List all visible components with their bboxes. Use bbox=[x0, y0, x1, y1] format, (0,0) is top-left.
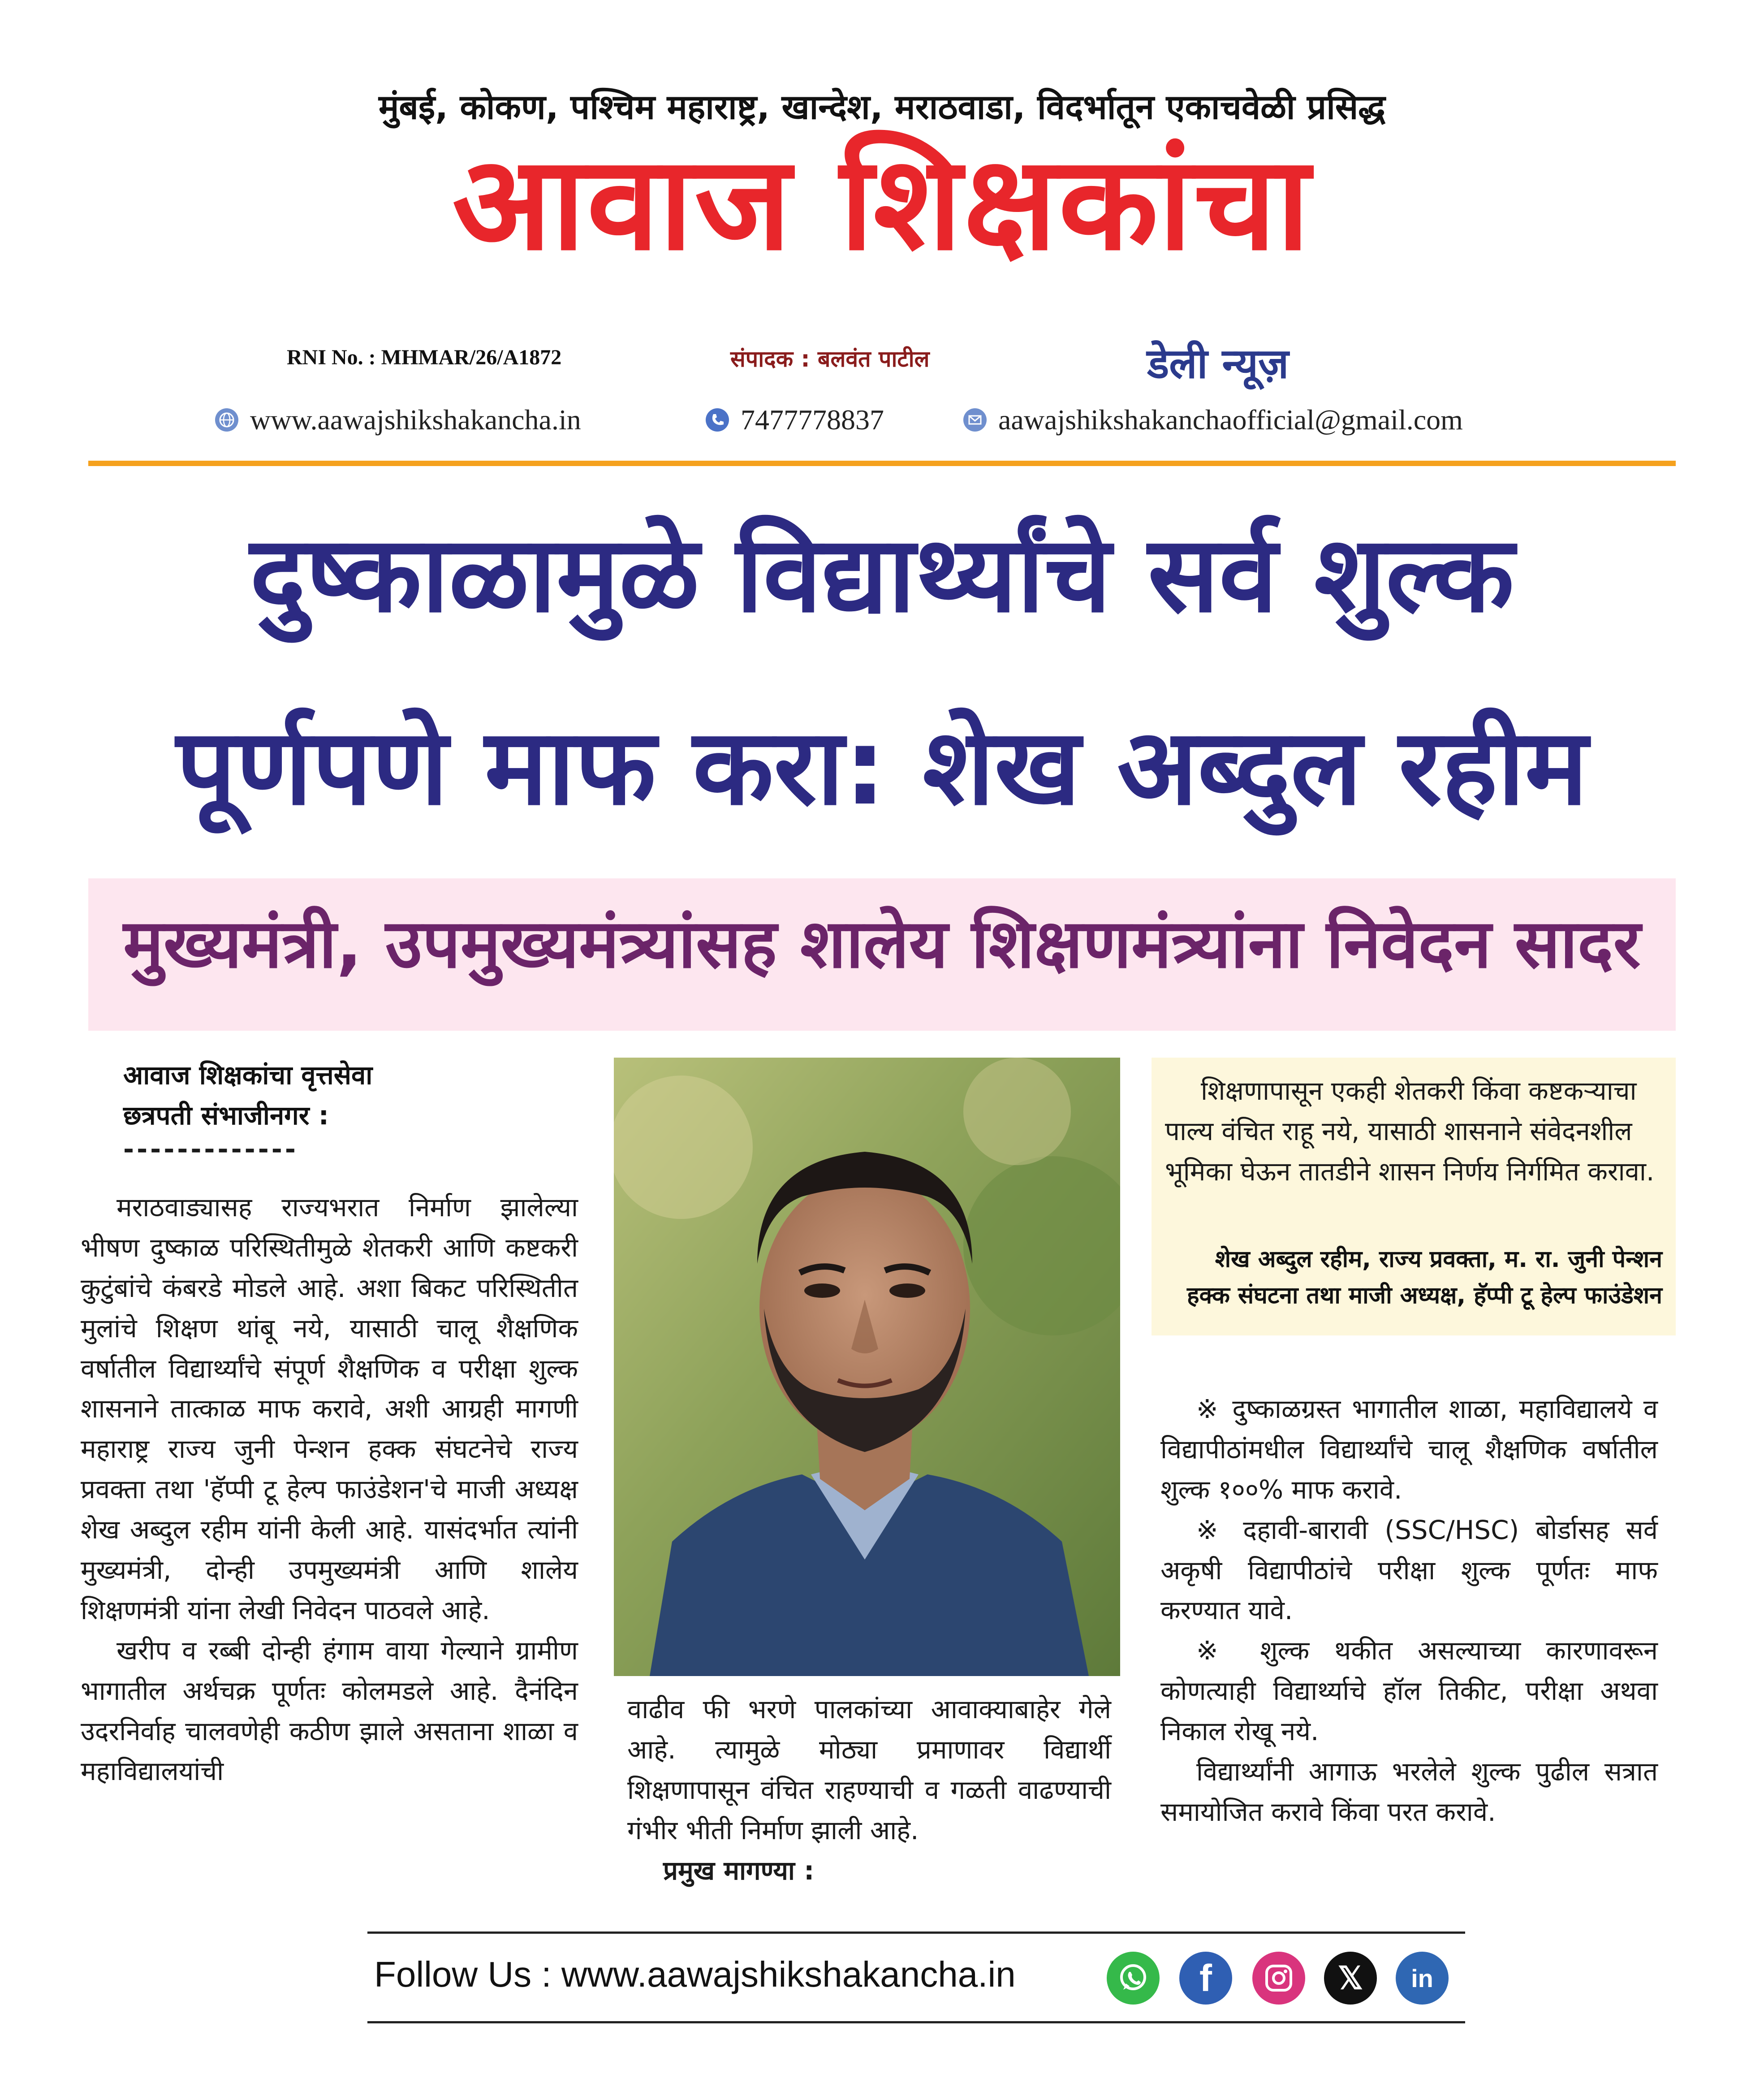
demands-heading: प्रमुख मागण्या : bbox=[663, 1855, 815, 1886]
masthead-tagline: मुंबई, कोकण, पश्चिम महाराष्ट्र, खान्देश, मराठवाडा, विदर्भातून एकाचवेळी प्रसिद्ध bbox=[378, 87, 1386, 127]
website-contact[interactable] bbox=[215, 403, 581, 436]
demands-list bbox=[1160, 1389, 1658, 1832]
headline-line-2: पूर्णपणे माफ करा: शेख अब्दुल रहीम bbox=[176, 706, 1588, 829]
linkedin-icon[interactable]: in bbox=[1396, 1952, 1449, 2005]
article-paragraph-2: खरीप व रब्बी दोन्ही हंगाम वाया गेल्याने ग्रामीण भागातील अर्थचक्र पूर्णतः कोलमडले आहे. दैनंदिन उदरनिर्वाह चालवणेही कठीण झाले असताना शाळा व महाविद्यालयांची bbox=[81, 1635, 578, 1787]
email-contact[interactable] bbox=[963, 403, 1463, 436]
email-text[interactable]: aawajshikshakanchaofficial@gmail.com bbox=[998, 404, 1463, 436]
instagram-icon[interactable] bbox=[1252, 1952, 1305, 2005]
byline bbox=[123, 1055, 372, 1136]
byline-separator: ------------- bbox=[123, 1134, 298, 1164]
subheadline: मुख्यमंत्री, उपमुख्यमंत्र्यांसह शालेय शिक्षणमंत्र्यांना निवेदन सादर bbox=[123, 905, 1641, 983]
daily-news-label: डेली न्यूज़ bbox=[1147, 340, 1289, 388]
headline-line-1: दुष्काळामुळे विद्यार्थ्यांचे सर्व शुल्क bbox=[250, 514, 1514, 636]
portrait-photo bbox=[614, 1058, 1120, 1676]
footer-rule-bottom bbox=[367, 2021, 1465, 2023]
facebook-icon[interactable]: f bbox=[1179, 1952, 1232, 2005]
quote-text: शिक्षणापासून एकही शेतकरी किंवा कष्टकऱ्याचा पाल्य वंचित राहू नये, यासाठी शासनाने संवेदनशील भूमिका घेऊन तातडीने शासन निर्णय निर्गमित करावा. bbox=[1165, 1076, 1655, 1187]
x-icon[interactable]: 𝕏 bbox=[1324, 1952, 1377, 2005]
byline-place: छत्रपती संभाजीनगर : bbox=[123, 1100, 329, 1131]
email-icon bbox=[963, 408, 987, 432]
article-paragraph-2-continued: वाढीव फी भरणे पालकांच्या आवाक्याबाहेर गेले आहे. त्यामुळे मोठ्या प्रमाणावर विद्यार्थी शिक्षणापासून वंचित राहण्याची व गळती वाढण्याची गंभीर भीती निर्माण झाली आहे. bbox=[627, 1694, 1111, 1845]
whatsapp-icon[interactable] bbox=[1107, 1952, 1160, 2005]
follow-us[interactable]: Follow Us : www.aawajshikshakancha.in bbox=[374, 1954, 1016, 1994]
rni-number: RNI No. : MHMAR/26/A1872 bbox=[287, 346, 562, 369]
phone-contact[interactable] bbox=[706, 403, 884, 436]
editor-credit: संपादक : बलवंत पाटील bbox=[730, 346, 930, 372]
article-column-left bbox=[81, 1188, 578, 1792]
demand-item: विद्यार्थ्यांनी आगाऊ भरलेले शुल्क पुढील सत्रात समायोजित करावे किंवा परत करावे. bbox=[1160, 1756, 1658, 1827]
demand-item: ※ दहावी-बारावी (SSC/HSC) बोर्डासह सर्व अकृषी विद्यापीठांचे परीक्षा शुल्क पूर्णतः माफ करण्यात यावे. bbox=[1160, 1514, 1658, 1626]
quote-attribution: शेख अब्दुल रहीम, राज्य प्रवक्ता, म. रा. जुनी पेन्शन हक्क संघटना तथा माजी अध्यक्ष, हॅप्पी टू हेल्प फाउंडेशन bbox=[1187, 1246, 1662, 1309]
article-column-middle bbox=[627, 1690, 1111, 1891]
masthead-title: आवाज शिक्षकांचा bbox=[452, 128, 1312, 279]
phone-icon bbox=[706, 408, 729, 432]
masthead-divider bbox=[88, 461, 1676, 466]
globe-icon bbox=[215, 408, 238, 432]
phone-text[interactable]: 7477778837 bbox=[741, 404, 884, 436]
article-paragraph-1: मराठवाड्यासह राज्यभरात निर्माण झालेल्या भीषण दुष्काळ परिस्थितीमुळे शेतकरी आणि कष्टकरी कुटुंबांचे कंबरडे मोडले आहे. अशा बिकट परिस्थितीत मुलांचे शिक्षण थांबू नये, यासाठी चालू शैक्षणिक वर्षातील विद्यार्थ्यांचे संपूर्ण शैक्षणिक व परीक्षा शुल्क शासनाने तात्काळ माफ करावे, अशी आग्रही मागणी महाराष्ट्र राज्य जुनी पेन्शन हक्क संघटनेचे राज्य प्रवक्ता तथा 'हॅप्पी टू हेल्प फाउंडेशन'चे माजी अध्यक्ष शेख अब्दुल रहीम यांनी केली आहे. यासंदर्भात त्यांनी मुख्यमंत्री, दोन्ही उपमुख्यमंत्री आणि शालेय शिक्षणमंत्री यांना लेखी निवेदन पाठवले आहे. bbox=[81, 1192, 578, 1625]
demand-item: ※ दुष्काळग्रस्त भागातील शाळा, महाविद्यालये व विद्यापीठांमधील विद्यार्थ्यांचे चालू शैक्षणिक वर्षातील शुल्क १००% माफ करावे. bbox=[1160, 1394, 1658, 1505]
demand-item: ※ शुल्क थकीत असल्याच्या कारणावरून कोणत्याही विद्यार्थ्याचे हॉल तिकीट, परीक्षा अथवा निकाल रोखू नये. bbox=[1160, 1635, 1658, 1747]
website-text[interactable]: www.aawajshikshakancha.in bbox=[250, 404, 581, 436]
footer-rule-top bbox=[367, 1931, 1465, 1934]
byline-service: आवाज शिक्षकांचा वृत्तसेवा bbox=[123, 1060, 373, 1090]
